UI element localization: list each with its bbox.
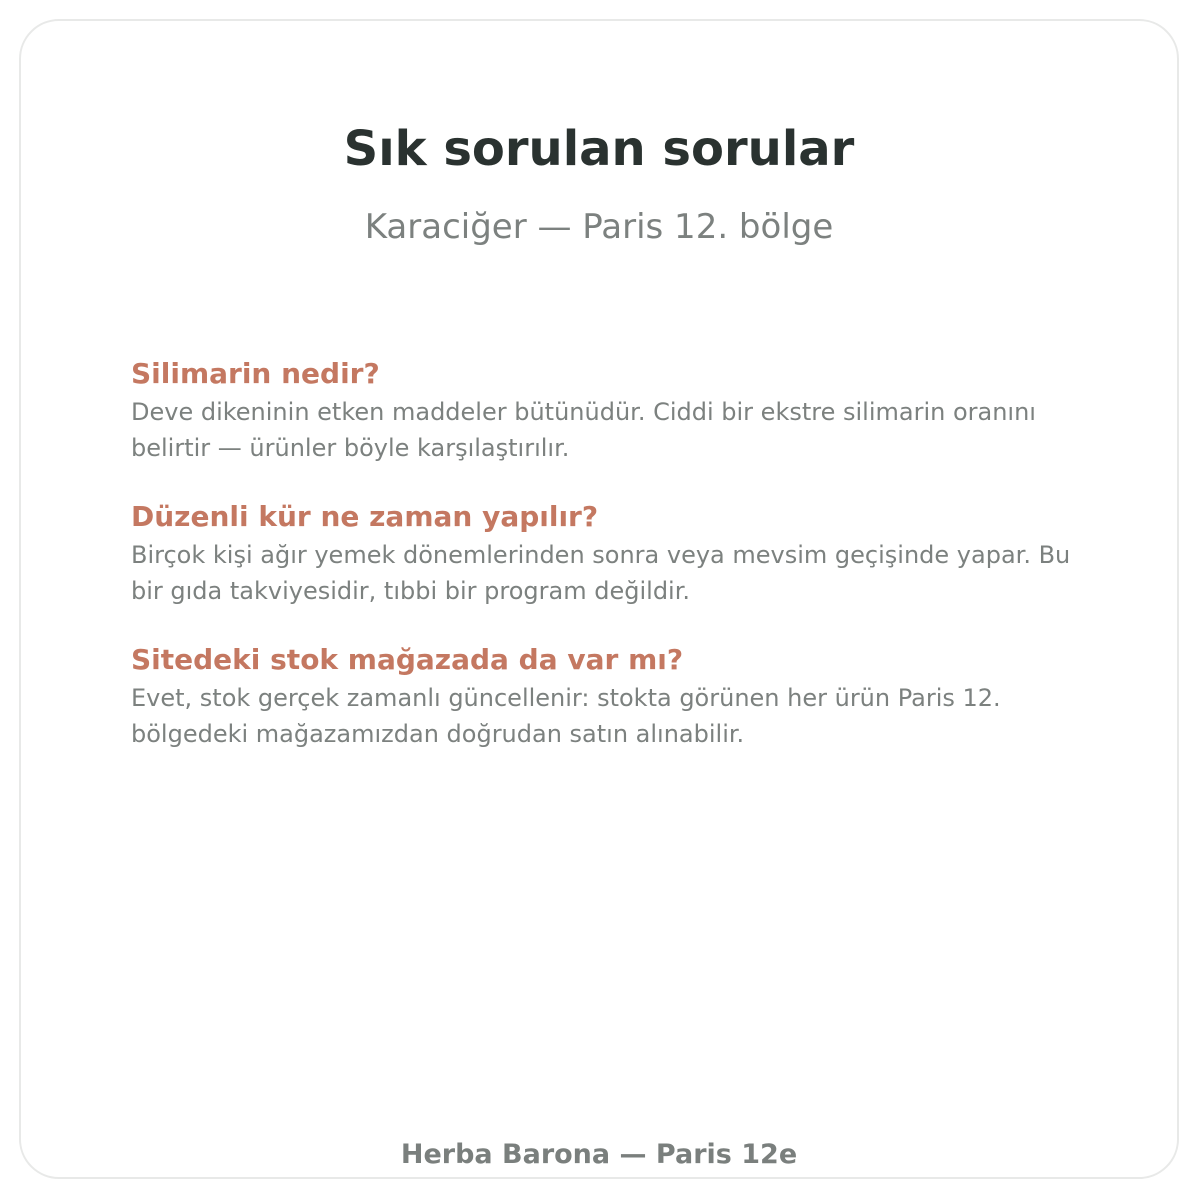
faq-question: Silimarin nedir?	[131, 357, 380, 390]
faq-question: Sitedeki stok mağazada da var mı?	[131, 643, 684, 676]
faq-answer: Birçok kişi ağır yemek dönemlerinden sonra veya mevsim geçişinde yapar. Bu bir gıda takviyesidir, tıbbi bir program değildir.	[131, 541, 1071, 605]
faq-question: Düzenli kür ne zaman yapılır?	[131, 500, 599, 533]
faq-card	[19, 19, 1179, 1179]
faq-item-stok	[131, 640, 1091, 752]
faq-answer: Evet, stok gerçek zamanlı güncellenir: stokta görünen her ürün Paris 12. bölgedeki mağazamızdan doğrudan satın alınabilir.	[131, 684, 1001, 748]
faq-item-kur	[131, 497, 1091, 609]
footer-brand: Herba Barona — Paris 12e	[400, 1139, 798, 1170]
page-title: Sık sorulan sorular	[343, 121, 855, 177]
faq-item-silimarin	[131, 354, 1091, 466]
faq-list	[131, 354, 1091, 783]
faq-answer: Deve dikeninin etken maddeler bütünüdür. Ciddi bir ekstre silimarin oranını belirtir — ürünler böyle karşılaştırılır.	[131, 398, 1036, 462]
page-subtitle: Karaciğer — Paris 12. bölge	[364, 207, 834, 247]
